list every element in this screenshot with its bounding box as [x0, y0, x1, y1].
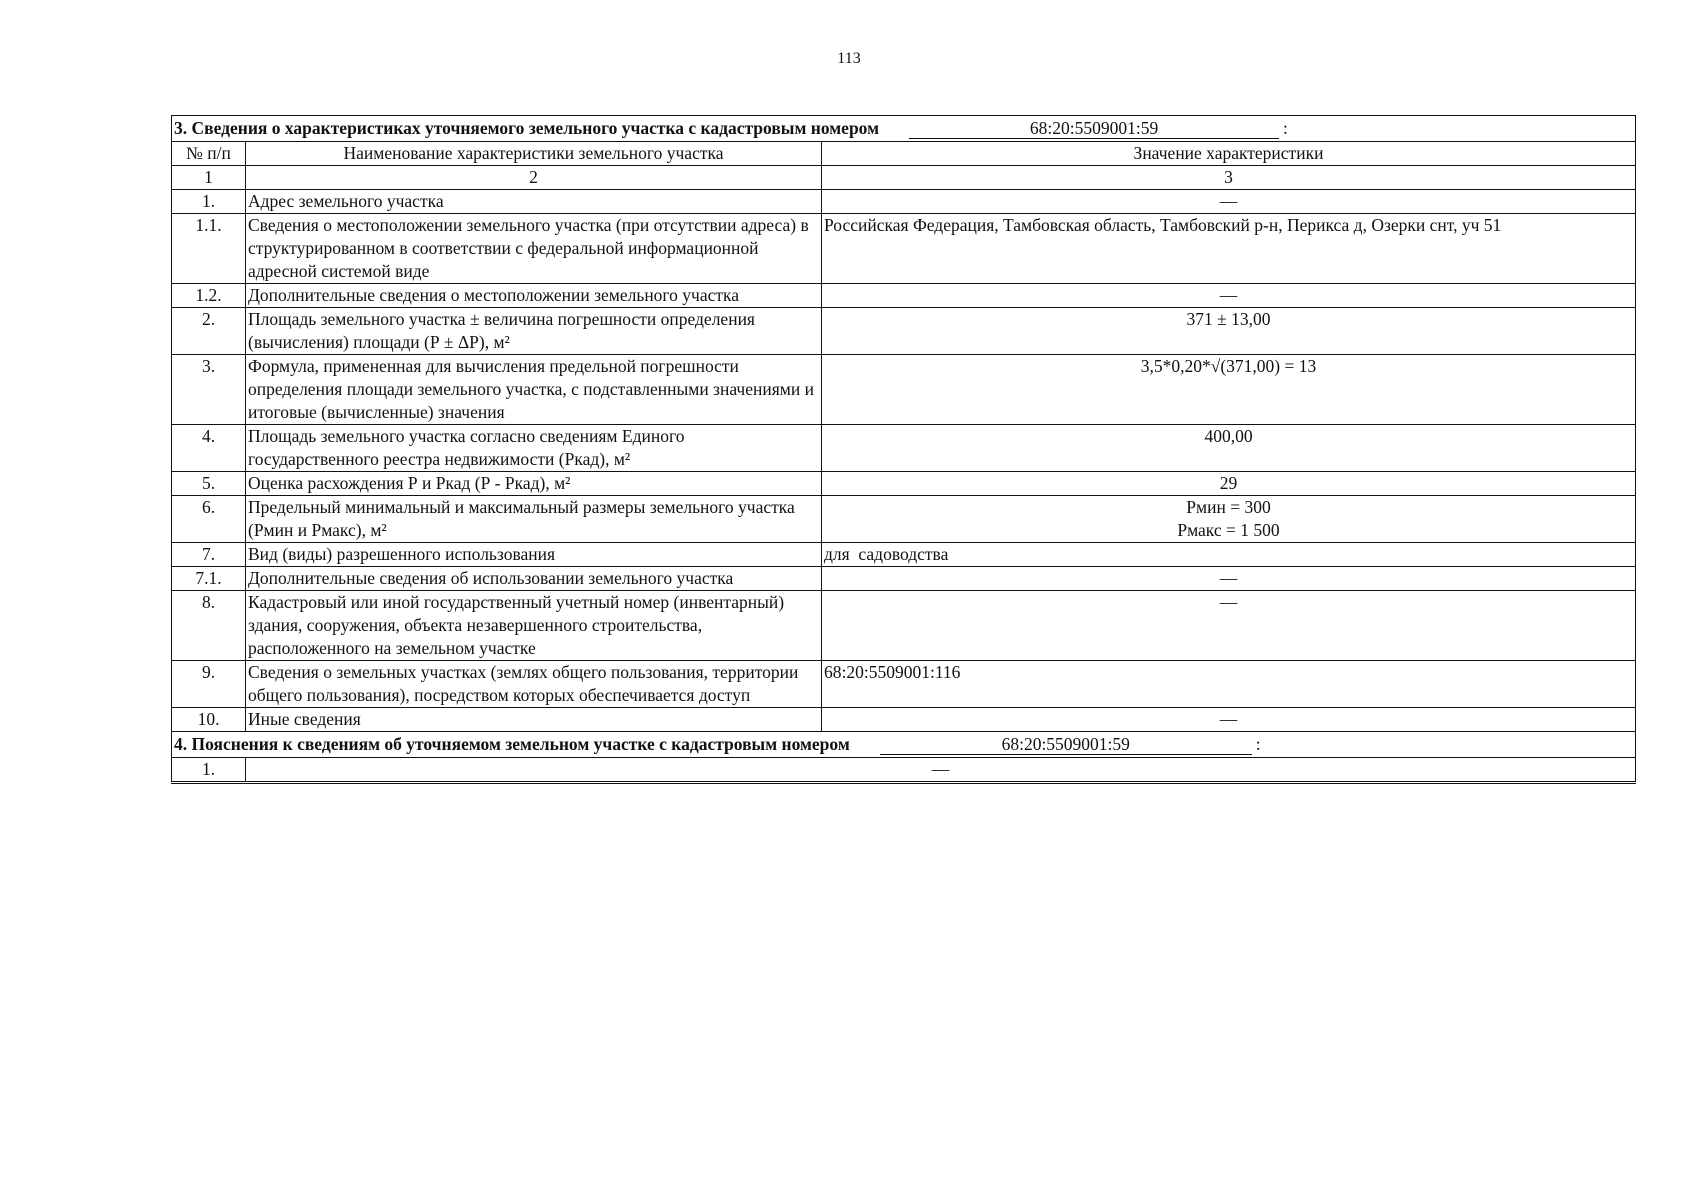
row-characteristic-value: —: [822, 708, 1636, 732]
table-row: [172, 214, 1636, 284]
row-characteristic-name: Адрес земельного участка: [246, 190, 822, 214]
section-3-colon: :: [1283, 118, 1288, 138]
section-4-header: [172, 732, 1636, 758]
row-characteristic-value: —: [822, 591, 1636, 661]
column-number-row: [172, 166, 1636, 190]
row-number: 1.: [172, 758, 246, 783]
row-characteristic-value: —: [822, 567, 1636, 591]
section-4-cadastral-number: 68:20:5509001:59: [880, 734, 1252, 755]
table-row: [172, 708, 1636, 732]
row-characteristic-name: Площадь земельного участка ± величина погрешности определения (вычисления) площади (Р ± ΔР), м²: [246, 308, 822, 355]
row-number: 1.2.: [172, 284, 246, 308]
explanation-value: —: [246, 758, 1636, 783]
row-number: 4.: [172, 425, 246, 472]
section-4-header-row: [172, 732, 1636, 758]
row-characteristic-value: [822, 496, 1636, 543]
max-size-value: Рмакс = 1 500: [1177, 520, 1280, 540]
section-3-cadastral-number: 68:20:5509001:59: [909, 118, 1279, 139]
table-row: [172, 425, 1636, 472]
row-characteristic-name: Дополнительные сведения об использовании земельного участка: [246, 567, 822, 591]
row-number: 10.: [172, 708, 246, 732]
row-number: 7.1.: [172, 567, 246, 591]
row-characteristic-name: Оценка расхождения Р и Ркад (Р - Ркад), м²: [246, 472, 822, 496]
column-header-number: № п/п: [172, 142, 246, 166]
row-characteristic-value: 400,00: [822, 425, 1636, 472]
section-4-title: 4. Пояснения к сведениям об уточняемом земельном участке с кадастровым номером: [174, 734, 850, 754]
table-row: [172, 661, 1636, 708]
min-size-value: Рмин = 300: [1186, 497, 1271, 517]
row-characteristic-name: Дополнительные сведения о местоположении земельного участка: [246, 284, 822, 308]
section-3-header-row: [172, 116, 1636, 142]
table-row: [172, 284, 1636, 308]
column-header-row: [172, 142, 1636, 166]
row-characteristic-name: Вид (виды) разрешенного использования: [246, 543, 822, 567]
table-row: [172, 308, 1636, 355]
row-number: 1.1.: [172, 214, 246, 284]
row-number: 5.: [172, 472, 246, 496]
row-characteristic-name: Кадастровый или иной государственный учетный номер (инвентарный) здания, сооружения, объекта незавершенного строительства, расположенного на земельном участке: [246, 591, 822, 661]
row-characteristic-value: 29: [822, 472, 1636, 496]
row-characteristic-name: Предельный минимальный и максимальный размеры земельного участка (Рмин и Рмакс), м²: [246, 496, 822, 543]
column-number-3: 3: [822, 166, 1636, 190]
row-characteristic-name: Иные сведения: [246, 708, 822, 732]
row-number: 8.: [172, 591, 246, 661]
table-row: [172, 567, 1636, 591]
row-number: 2.: [172, 308, 246, 355]
row-characteristic-value: —: [822, 284, 1636, 308]
row-number: 6.: [172, 496, 246, 543]
table-row: [172, 758, 1636, 783]
row-characteristic-value: 68:20:5509001:116: [822, 661, 1636, 708]
table-row: [172, 543, 1636, 567]
cadastral-characteristics-table: [171, 115, 1636, 784]
column-header-name: Наименование характеристики земельного участка: [246, 142, 822, 166]
row-characteristic-value: для садоводства: [822, 543, 1636, 567]
section-4-colon: :: [1255, 734, 1261, 754]
row-characteristic-name: Формула, примененная для вычисления предельной погрешности определения площади земельного участка, с подставленными значениями и итоговые (вычисленные) значения: [246, 355, 822, 425]
row-characteristic-value: 371 ± 13,00: [822, 308, 1636, 355]
row-characteristic-value: Российская Федерация, Тамбовская область, Тамбовский р-н, Перикса д, Озерки снт, уч 51: [822, 214, 1636, 284]
row-number: 9.: [172, 661, 246, 708]
table-row: [172, 472, 1636, 496]
row-number: 7.: [172, 543, 246, 567]
table-row: [172, 355, 1636, 425]
row-characteristic-name: Сведения о земельных участках (землях общего пользования, территории общего пользования), посредством которых обеспечивается доступ: [246, 661, 822, 708]
row-characteristic-value: 3,5*0,20*√(371,00) = 13: [822, 355, 1636, 425]
section-3-title: 3. Сведения о характеристиках уточняемого земельного участка с кадастровым номером: [174, 118, 880, 138]
table-row: [172, 496, 1636, 543]
page-number: 113: [837, 50, 861, 67]
row-characteristic-name: Сведения о местоположении земельного участка (при отсутствии адреса) в структурированном в соответствии с федеральной информационной адресной системой виде: [246, 214, 822, 284]
row-characteristic-value: —: [822, 190, 1636, 214]
row-number: 1.: [172, 190, 246, 214]
column-header-value: Значение характеристики: [822, 142, 1636, 166]
row-number: 3.: [172, 355, 246, 425]
table-row: [172, 190, 1636, 214]
row-characteristic-name: Площадь земельного участка согласно сведениям Единого государственного реестра недвижимости (Ркад), м²: [246, 425, 822, 472]
table-row: [172, 591, 1636, 661]
column-number-1: 1: [172, 166, 246, 190]
section-3-header: [172, 116, 1636, 142]
column-number-2: 2: [246, 166, 822, 190]
